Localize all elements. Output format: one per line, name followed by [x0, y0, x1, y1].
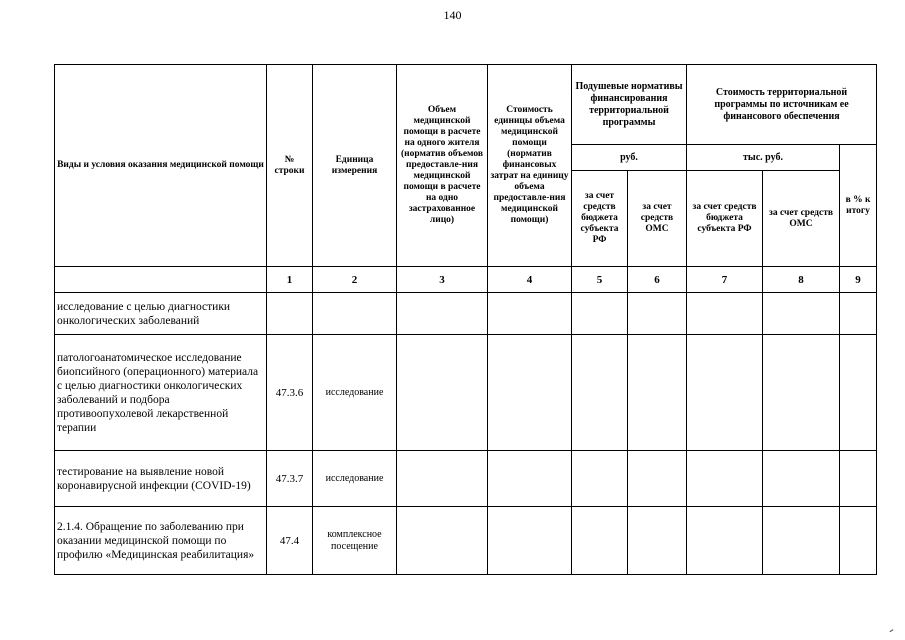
empty-cell: [840, 507, 877, 575]
header-cost: Стоимость единицы объема медицинской помощи (норматив финансовых затрат на единицу объема предоставле-ния медицинской помощи): [488, 65, 572, 267]
header-per-capita-group: Подушевые нормативы финансирования территориальной программы: [572, 65, 687, 145]
row-number: 47.3.6: [267, 335, 313, 451]
empty-cell: [572, 293, 628, 335]
empty-cell: [763, 335, 840, 451]
scan-mark: [890, 629, 895, 634]
row-number: [267, 293, 313, 335]
header-unit-rub: руб.: [572, 145, 687, 171]
column-number: 9: [840, 267, 877, 293]
row-unit: [313, 293, 397, 335]
empty-cell: [488, 293, 572, 335]
empty-cell: [840, 293, 877, 335]
row-name: исследование с целью диагностики онкологических заболеваний: [55, 293, 267, 335]
empty-cell: [763, 293, 840, 335]
column-number: 3: [397, 267, 488, 293]
empty-cell: [687, 335, 763, 451]
empty-cell: [687, 451, 763, 507]
empty-cell: [397, 335, 488, 451]
empty-cell: [840, 451, 877, 507]
column-number-blank: [55, 267, 267, 293]
empty-cell: [763, 451, 840, 507]
empty-cell: [488, 451, 572, 507]
header-percent: в % к итогу: [840, 145, 877, 267]
header-oms-8: за счет средств ОМС: [763, 171, 840, 267]
empty-cell: [488, 507, 572, 575]
header-unit-thousand-rub: тыс. руб.: [687, 145, 840, 171]
empty-cell: [572, 335, 628, 451]
header-volume: Объем медицинской помощи в расчете на одного жителя (норматив объемов предоставле-ния медицинской помощи в расчете на одно застрахованное лицо): [397, 65, 488, 267]
header-cost-by-source-group: Стоимость территориальной программы по источникам ее финансового обеспечения: [687, 65, 877, 145]
row-name: 2.1.4. Обращение по заболеванию при оказании медицинской помощи по профилю «Медицинская реабилитация»: [55, 507, 267, 575]
row-unit: комплексное посещение: [313, 507, 397, 575]
row-unit: исследование: [313, 451, 397, 507]
table-row: [55, 335, 877, 451]
row-name: патологоанатомическое исследование биопсийного (операционного) материала с целью диагностики онкологических заболеваний и подбора противоопухолевой лекарственной терапии: [55, 335, 267, 451]
column-number: 7: [687, 267, 763, 293]
table-row: [55, 451, 877, 507]
empty-cell: [628, 335, 687, 451]
header-budget-5: за счет средств бюджета субъекта РФ: [572, 171, 628, 267]
empty-cell: [397, 451, 488, 507]
header-oms-6: за счет средств ОМС: [628, 171, 687, 267]
empty-cell: [572, 507, 628, 575]
table-row: [55, 293, 877, 335]
empty-cell: [628, 451, 687, 507]
empty-cell: [488, 335, 572, 451]
column-number: 1: [267, 267, 313, 293]
empty-cell: [687, 507, 763, 575]
column-number: 2: [313, 267, 397, 293]
empty-cell: [840, 335, 877, 451]
empty-cell: [763, 507, 840, 575]
header-type: Виды и условия оказания медицинской помощи: [55, 65, 267, 267]
row-name: тестирование на выявление новой коронавирусной инфекции (COVID-19): [55, 451, 267, 507]
header-unit: Единица измерения: [313, 65, 397, 267]
column-number: 5: [572, 267, 628, 293]
header-row-no: № строки: [267, 65, 313, 267]
table-row: [55, 507, 877, 575]
empty-cell: [397, 293, 488, 335]
column-number: 4: [488, 267, 572, 293]
empty-cell: [628, 507, 687, 575]
page-number: 140: [443, 8, 462, 22]
column-number: 8: [763, 267, 840, 293]
row-number: 47.3.7: [267, 451, 313, 507]
row-unit: исследование: [313, 335, 397, 451]
empty-cell: [628, 293, 687, 335]
empty-cell: [397, 507, 488, 575]
header-budget-7: за счет средств бюджета субъекта РФ: [687, 171, 763, 267]
column-number: 6: [628, 267, 687, 293]
financing-table: [54, 64, 877, 575]
row-number: 47.4: [267, 507, 313, 575]
empty-cell: [572, 451, 628, 507]
empty-cell: [687, 293, 763, 335]
